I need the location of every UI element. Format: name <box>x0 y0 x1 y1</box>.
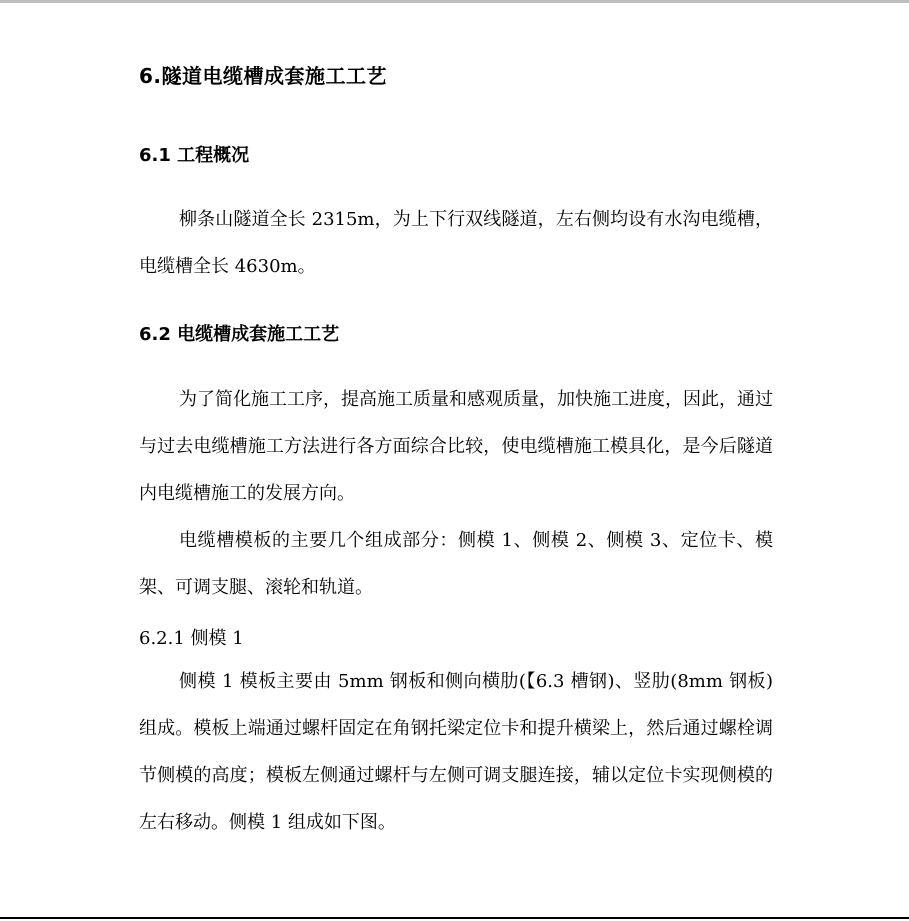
paragraph-project-overview: 柳条山隧道全长 2315m，为上下行双线隧道，左右侧均设有水沟电缆槽，电缆槽全长 4630m。 <box>139 209 773 277</box>
paragraph-formwork-components: 电缆槽模板的主要几个组成部分：侧模 1、侧模 2、侧模 3、定位卡、模架、可调支腿、滚轮和轨道。 <box>139 530 773 598</box>
page-bottom-border <box>0 917 909 919</box>
page-top-border <box>0 0 909 3</box>
section-heading-6-1: 6.1 工程概况 <box>139 145 250 166</box>
subsection-heading-6-2-1: 6.2.1 侧模 1 <box>139 628 244 649</box>
paragraph-side-form-1: 侧模 1 模板主要由 5mm 钢板和侧向横肋(【6.3 槽钢)、竖肋(8mm 钢板)组成。模板上端通过螺杆固定在角钢托梁定位卡和提升横梁上，然后通过螺栓调节侧模的高度；模板左侧通过螺杆与左侧可调支腿连接，辅以定位卡实现侧模的左右移动。侧模 1 组成如下图。 <box>139 671 773 833</box>
chapter-heading: 6.隧道电缆槽成套施工工艺 <box>139 64 388 88</box>
paragraph-construction-purpose: 为了简化施工工序，提高施工质量和感观质量，加快施工进度，因此，通过与过去电缆槽施工方法进行各方面综合比较，使电缆槽施工模具化，是今后隧道内电缆槽施工的发展方向。 <box>139 389 773 504</box>
section-heading-6-2: 6.2 电缆槽成套施工工艺 <box>139 324 340 345</box>
